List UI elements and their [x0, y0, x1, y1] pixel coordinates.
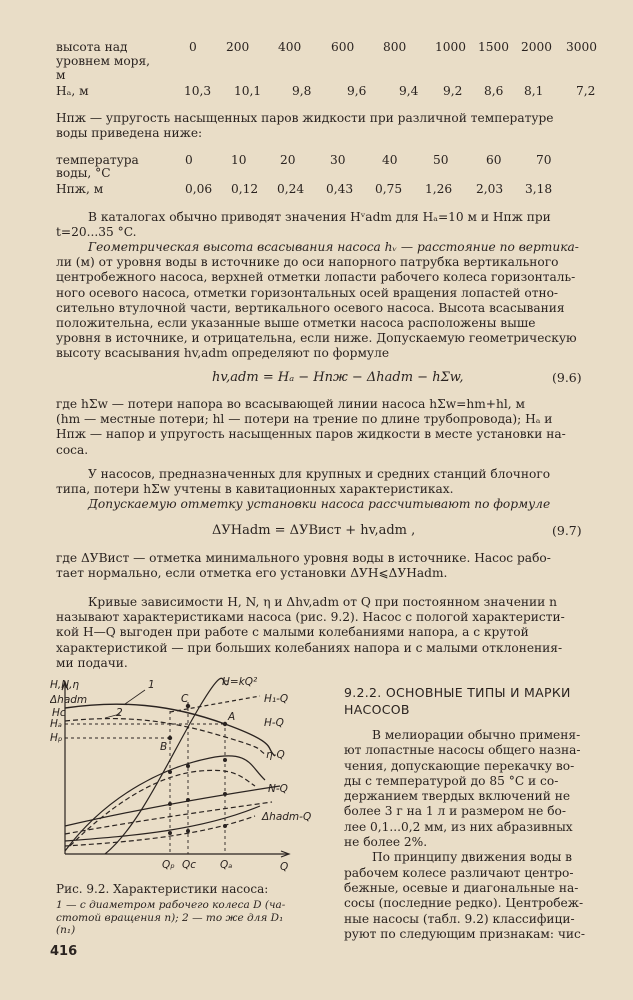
ha-value: 9,2: [443, 84, 463, 98]
curve-1-label: 1: [148, 679, 155, 691]
text-line: воды приведена ниже:: [56, 126, 203, 141]
temp-value: 0: [185, 153, 193, 167]
altitude-value: 2000: [521, 40, 553, 54]
temp-label: температура: [56, 153, 139, 167]
hpzh-value: 0,12: [231, 182, 259, 196]
hpzh-value: 0,06: [185, 182, 213, 196]
hp-tick: Hₚ: [50, 732, 63, 744]
curve-2-label: 2: [116, 707, 123, 719]
section-heading: [344, 684, 571, 718]
hpzh-value: 3,18: [525, 182, 553, 196]
h1q-label: H₁-Q: [264, 693, 289, 705]
hq-label: H-Q: [264, 717, 284, 729]
section-title-line: НАСОСОВ: [344, 702, 410, 717]
point-b-marker: [168, 736, 172, 740]
text-line: t=20...35 °C.: [56, 225, 137, 240]
temp-value: 70: [536, 153, 552, 167]
y-axis-label: H,N,η: [50, 679, 80, 691]
hpzh-value: 0,24: [277, 182, 305, 196]
text-line: (hm — местные потери; hl — потери на трение по длине трубопровода); Hₐ и: [56, 412, 553, 427]
marker: [168, 831, 172, 835]
marker: [223, 792, 227, 796]
text-line: соса.: [56, 442, 89, 457]
ha-value: 7,2: [576, 84, 596, 98]
altitude-value: 3000: [566, 40, 598, 54]
altitude-label-3: м: [56, 68, 66, 82]
nq-label: N-Q: [268, 783, 288, 795]
curve-n-q-dashed: [65, 802, 272, 834]
pump-characteristics-figure: [50, 676, 340, 876]
ha-value: 8,6: [484, 84, 504, 98]
hc-tick: Hc: [52, 707, 66, 719]
text-line: называют характеристиками насоса (рис. 9.2). Насос с пологой характеристи-: [56, 610, 565, 625]
text-line: держанием твердых включений не: [344, 789, 571, 804]
paragraph-install-mark: [56, 551, 608, 581]
ha-value: 8,1: [524, 84, 544, 98]
text-line: ного осевого насоса, отметки горизонтальных осей вращения лопастей отно-: [56, 285, 559, 300]
point-a-label: A: [228, 711, 236, 723]
text-line: типа, потери hΣw учтены в кавитационных характеристиках.: [56, 482, 454, 497]
text-line: высоту всасывания hv,adm определяют по формуле: [56, 346, 390, 361]
dh-label: Δhadm-Q: [262, 811, 312, 823]
text-line: В мелиорации обычно применя-: [372, 728, 581, 742]
text-line: чения, допускающие перекачку во-: [344, 758, 575, 773]
temp-label-2: воды, °C: [56, 166, 111, 180]
text-line: более 3 г на 1 л и размером не бо-: [344, 804, 567, 819]
altitude-value: 200: [226, 40, 250, 54]
vapor-table: [56, 153, 616, 199]
ha-label: Hₐ, м: [56, 84, 89, 98]
leader-1: [125, 690, 145, 704]
caption-line: 1 — с диаметром рабочего колеса D (ча-: [56, 899, 286, 911]
marker: [186, 798, 190, 802]
temp-value: 60: [486, 153, 502, 167]
text-line: ли (м) от уровня воды в источнике до оси напорного патрубка вертикального: [56, 255, 559, 270]
altitude-value: 1500: [478, 40, 510, 54]
ha-value: 9,4: [399, 84, 419, 98]
altitude-value: 1000: [435, 40, 467, 54]
marker: [223, 824, 227, 828]
figure-caption-detail: [56, 899, 285, 937]
marker: [223, 758, 227, 762]
text-line: кой H—Q выгоден при работе с малыми колебаниями напора, а с крутой: [56, 625, 529, 640]
marker: [186, 829, 190, 833]
altitude-table: [56, 40, 616, 102]
text-line: руют по следующим признакам: чис-: [344, 926, 585, 941]
equation-9-6: hv,adm = Hₐ − Hпж − Δhadm − hΣw,: [212, 370, 464, 385]
temp-value: 20: [280, 153, 296, 167]
point-a-marker: [223, 722, 227, 726]
altitude-label-2: уровнем моря,: [56, 54, 151, 68]
text-line: В каталогах обычно приводят значения Hᵛadm для Hₐ=10 м и Hпж при: [88, 210, 551, 224]
text-line: бежные, осевые и диагональные на-: [344, 880, 579, 895]
temp-value: 10: [231, 153, 247, 167]
paragraph-suction-height: [56, 240, 608, 362]
altitude-value: 400: [278, 40, 302, 54]
text-line: сосы (последние редко). Центробеж-: [344, 896, 584, 911]
caption-line: (n₁): [56, 924, 76, 936]
text-line: тает нормально, если отметка его установки ΔУН⩽ΔУНadm.: [56, 566, 448, 581]
altitude-label: высота над: [56, 40, 128, 54]
point-c-label: C: [181, 693, 189, 705]
ha-value: 10,3: [184, 84, 212, 98]
hpzh-label: Hпж, м: [56, 182, 104, 196]
temp-value: 30: [330, 153, 346, 167]
text-line: Геометрическая высота всасывания насоса hᵥ — расстояние по вертика-: [88, 240, 579, 254]
marker: [186, 764, 190, 768]
page-number: 416: [50, 944, 78, 959]
hpzh-value: 2,03: [476, 182, 504, 196]
text-line: Hпж — упругость насыщенных паров жидкости при различной температуре: [56, 111, 554, 125]
ha-value: 10,1: [234, 84, 262, 98]
text-line: Кривые зависимости H, N, η и Δhv,adm от Q при постоянном значении n: [88, 595, 558, 609]
text-line: где ΔУВист — отметка минимального уровня воды в источнике. Насос рабо-: [56, 551, 551, 565]
parabola-label: H=kQ²: [222, 676, 258, 688]
paragraph-catalogs: [56, 210, 608, 240]
text-line: характеристикой — при больших колебаниях напора и с малыми отклонения-: [56, 640, 563, 655]
hpzh-value: 0,75: [375, 182, 403, 196]
text-line: Hпж — напор и упругость насыщенных паров жидкости в месте установки на-: [56, 427, 566, 442]
text-line: У насосов, предназначенных для крупных и средних станций блочного: [88, 467, 551, 481]
caption-line: стотой вращения n); 2 — то же для D₁: [56, 911, 284, 924]
text-line: лее 0,1...0,2 мм, из них абразивных: [344, 819, 573, 834]
hpzh-value: 0,43: [326, 182, 354, 196]
temp-value: 40: [382, 153, 398, 167]
vapor-intro: [56, 111, 608, 141]
text-line: По принципу движения воды в: [372, 850, 572, 865]
figure-caption: Рис. 9.2. Характеристики насоса:: [56, 882, 269, 896]
paragraph-characteristics: [56, 595, 608, 671]
altitude-value: 600: [331, 40, 355, 54]
y-axis-label-2: Δhadm: [50, 694, 88, 706]
text-line: где hΣw — потери напора во всасывающей линии насоса hΣw=hm+hl, м: [56, 397, 525, 411]
text-line: сительно втулочной части, вертикального осевого насоса. Высота всасывания: [56, 300, 565, 315]
qc-label: Qc: [182, 859, 197, 871]
equation-number: (9.7): [552, 523, 582, 538]
text-line: ды с температурой до 85 °C и со-: [344, 773, 559, 788]
paragraph-block-stations: [56, 467, 608, 513]
ha-tick: Hₐ: [50, 718, 63, 730]
eta-label: η-Q: [266, 749, 285, 761]
curve-dh-adm-q-dashed: [65, 816, 255, 846]
qa-label: Qₐ: [220, 859, 233, 871]
text-line: рабочем колесе различают центро-: [344, 865, 574, 880]
equation-9-7: ΔУНadm = ΔУВист + hv,adm ,: [212, 523, 416, 538]
text-line: не более 2%.: [344, 835, 428, 850]
text-line: Допускаемую отметку установки насоса рассчитывают по формуле: [88, 497, 551, 512]
text-line: ми подачи.: [56, 655, 128, 670]
right-column-text: [344, 728, 609, 942]
curve-n-q: [65, 786, 280, 826]
x-axis-label: Q: [280, 861, 289, 873]
marker: [168, 770, 172, 774]
text-line: уровня в источнике, и отрицательна, если ниже. Допускаемую геометрическую: [56, 331, 577, 346]
altitude-value: 800: [383, 40, 407, 54]
altitude-value: 0: [189, 40, 197, 54]
text-line: ные насосы (табл. 9.2) классифици-: [344, 911, 575, 926]
paragraph-losses: [56, 397, 608, 458]
temp-value: 50: [433, 153, 449, 167]
text-line: положительна, если указанные выше отметки насоса расположены выше: [56, 316, 536, 331]
ha-value: 9,6: [347, 84, 367, 98]
text-line: центробежного насоса, верхней отметки лопасти рабочего колеса горизонталь-: [56, 270, 576, 285]
equation-number: (9.6): [552, 370, 582, 385]
hpzh-value: 1,26: [425, 182, 453, 196]
section-title-line: 9.2.2. ОСНОВНЫЕ ТИПЫ И МАРКИ: [344, 685, 571, 700]
ha-value: 9,8: [292, 84, 312, 98]
text-line: ют лопастные насосы общего назна-: [344, 743, 581, 758]
qp-label: Qₚ: [162, 859, 175, 871]
point-b-label: B: [160, 741, 168, 753]
marker: [168, 802, 172, 806]
